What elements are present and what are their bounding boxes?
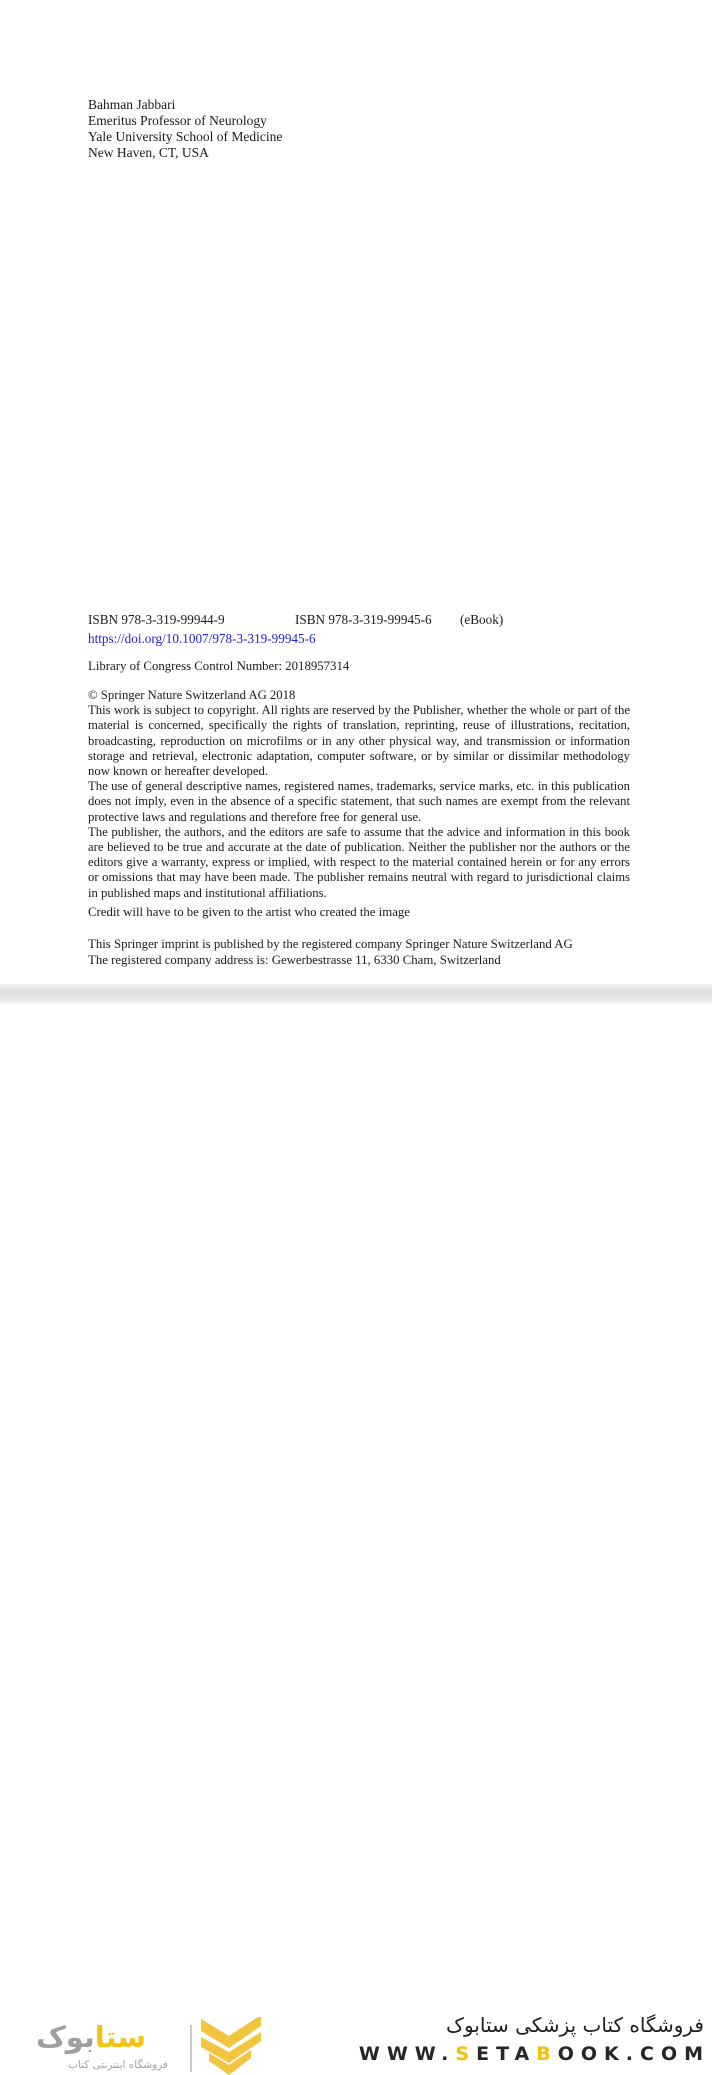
setabook-footer-banner bbox=[0, 1004, 712, 2071]
imprint-block bbox=[88, 936, 573, 968]
url-part: ETA bbox=[476, 2043, 537, 2065]
logo-divider bbox=[190, 2025, 192, 2072]
page-bottom-shadow-band bbox=[0, 984, 712, 1004]
site-url bbox=[359, 2043, 710, 2065]
isbn-ebook-suffix: (eBook) bbox=[460, 612, 504, 627]
image-credit-line: Credit will have to be given to the artist who created the image bbox=[88, 905, 410, 919]
url-accent-s: S bbox=[455, 2043, 477, 2065]
author-location: New Haven, CT, USA bbox=[88, 145, 209, 160]
isbn-row bbox=[88, 612, 648, 630]
copyright-paragraph: The publisher, the authors, and the editors are safe to assume that the advice and information in this book are believed to be true and accurate at the date of publication. Neither the publisher nor the authors or the editors give a warranty, express or implied, with respect to the material contained herein or for any errors or omissions that may have been made. The publisher remains neutral with regard to jurisdictional claims in published maps and institutional affiliations. bbox=[88, 824, 630, 900]
url-accent-b: B bbox=[536, 2043, 558, 2065]
logo-tagline: فروشگاه اینترنتی کتاب bbox=[68, 2059, 168, 2071]
isbn-print: ISBN 978-3-319-99944-9 bbox=[88, 612, 225, 627]
url-part: OOK.COM bbox=[557, 2043, 710, 2065]
doi-link[interactable]: https://doi.org/10.1007/978-3-319-99945-6 bbox=[88, 631, 316, 646]
double-chevron-icon bbox=[199, 2017, 263, 2075]
store-title-farsi: فروشگاه کتاب پزشکی ستابوک bbox=[446, 2013, 704, 2037]
setabook-logo-wordmark bbox=[36, 2018, 186, 2056]
lccn-line: Library of Congress Control Number: 2018957314 bbox=[88, 659, 350, 673]
isbn-ebook: ISBN 978-3-319-99945-6 bbox=[295, 612, 432, 627]
author-institution: Yale University School of Medicine bbox=[88, 129, 283, 144]
imprint-company-line: This Springer imprint is published by the registered company Springer Nature Switzerland AG bbox=[88, 937, 573, 951]
copyright-block bbox=[88, 688, 630, 901]
wordmark-yellow-part: ستا bbox=[94, 2020, 147, 2054]
author-title: Emeritus Professor of Neurology bbox=[88, 113, 267, 128]
author-name: Bahman Jabbari bbox=[88, 97, 176, 112]
imprint-address-line: The registered company address is: Gewerbestrasse 11, 6330 Cham, Switzerland bbox=[88, 953, 501, 967]
copyright-paragraph: This work is subject to copyright. All rights are reserved by the Publisher, whether the whole or part of the material is concerned, specifically the rights of translation, reprinting, reuse of illustrations, recitation, broadcasting, reproduction on microfilms or in any other physical way, and transmission or information storage and retrieval, electronic adaptation, computer software, or by similar or dissimilar methodology now known or hereafter developed. bbox=[88, 703, 630, 779]
copyright-paragraph: The use of general descriptive names, registered names, trademarks, service marks, etc. in this publication does not imply, even in the absence of a specific statement, that such names are exempt from the relevant protective laws and regulations and therefore free for general use. bbox=[88, 779, 630, 824]
author-affiliation-block bbox=[88, 97, 282, 161]
url-part: WWW. bbox=[358, 2043, 456, 2065]
wordmark-gray-part: بوک bbox=[36, 2020, 95, 2054]
copyright-notice: © Springer Nature Switzerland AG 2018 bbox=[88, 688, 296, 702]
